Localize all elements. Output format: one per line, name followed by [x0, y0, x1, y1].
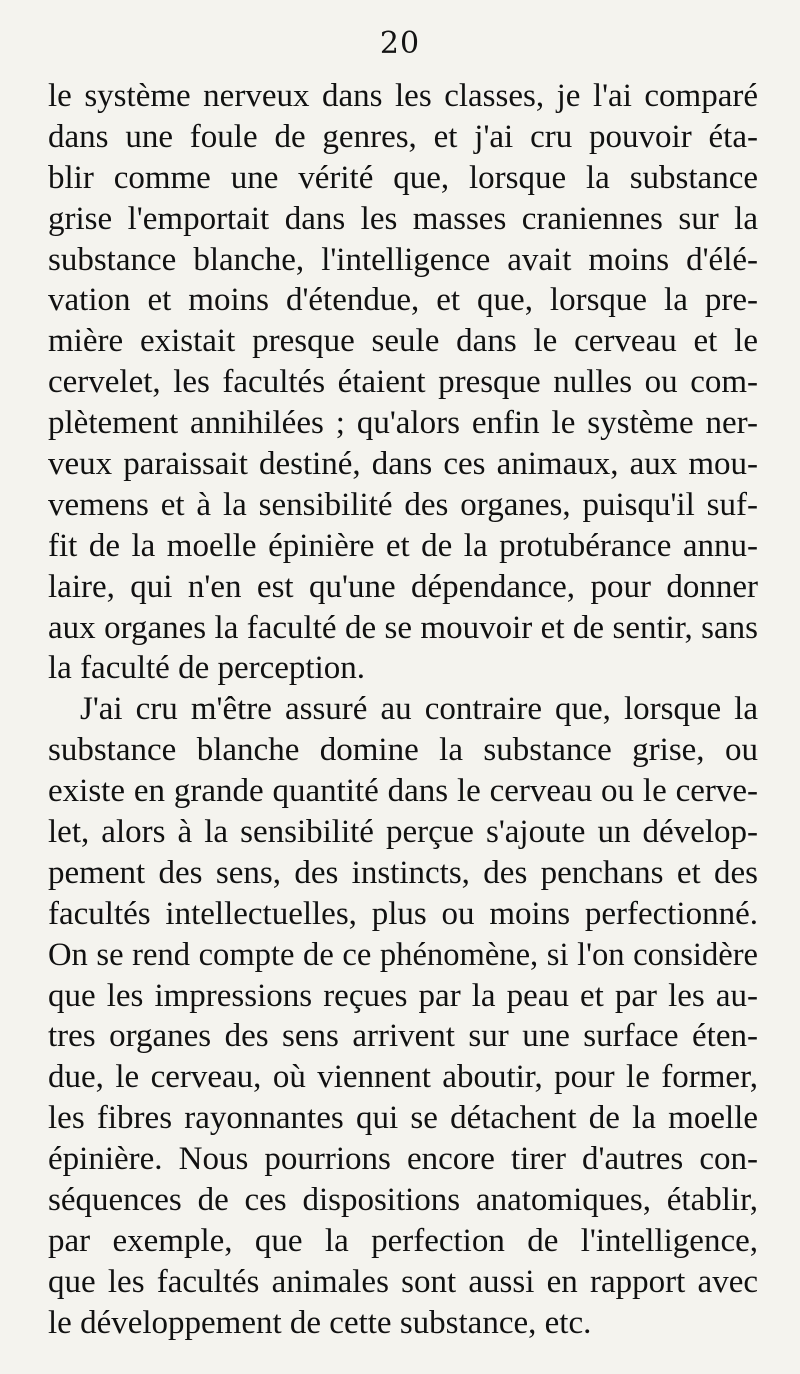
text-line: tres organes des sens arrivent sur une surface éten-: [48, 1018, 758, 1055]
text-line: existe en grande quantité dans le cerveau ou le cerve-: [48, 773, 758, 810]
text-line: grise l'emportait dans les masses craniennes sur la: [48, 200, 758, 237]
text-line: due, le cerveau, où viennent aboutir, pour le former,: [48, 1059, 758, 1096]
text-line: la faculté de perception.: [48, 650, 365, 687]
text-line: dans une foule de genres, et j'ai cru pouvoir éta-: [48, 118, 758, 155]
page-number: 20: [379, 26, 421, 61]
text-line: pement des sens, des instincts, des penchans et des: [48, 854, 758, 891]
text-line: cervelet, les facultés étaient presque nulles ou com-: [48, 364, 758, 401]
text-line: le système nerveux dans les classes, je l'ai comparé: [48, 78, 758, 114]
text-line: substance blanche, l'intelligence avait moins d'élé-: [48, 241, 758, 278]
text-line: séquences de ces dispositions anatomiques, établir,: [48, 1182, 758, 1219]
text-line: blir comme une vérité que, lorsque la substance: [48, 159, 758, 196]
text-line: mière existait presque seule dans le cerveau et le: [48, 323, 758, 360]
text-line: vation et moins d'étendue, et que, lorsque la pre-: [48, 282, 758, 319]
text-line: le développement de cette substance, etc.: [48, 1304, 592, 1341]
text-line: par exemple, que la perfection de l'intelligence,: [48, 1222, 758, 1259]
text-line: aux organes la faculté de se mouvoir et de sentir, sans: [48, 609, 758, 646]
text-line: les fibres rayonnantes qui se détachent de la moelle: [48, 1100, 758, 1137]
text-line: que les facultés animales sont aussi en rapport avec: [48, 1263, 758, 1300]
text-line: laire, qui n'en est qu'une dépendance, pour donner: [48, 568, 758, 605]
body-text: [48, 76, 758, 1344]
text-line: épinière. Nous pourrions encore tirer d'autres con-: [48, 1141, 758, 1178]
text-line: vemens et à la sensibilité des organes, puisqu'il suf-: [48, 486, 758, 523]
text-line: substance blanche domine la substance grise, ou: [48, 732, 758, 769]
text-line: veux paraissait destiné, dans ces animaux, aux mou-: [48, 446, 758, 483]
text-line: plètement annihilées ; qu'alors enfin le système ner-: [48, 405, 758, 442]
text-line: que les impressions reçues par la peau et par les au-: [48, 977, 758, 1014]
text-line: let, alors à la sensibilité perçue s'ajoute un dévelop-: [48, 814, 758, 851]
text-line: facultés intellectuelles, plus ou moins perfectionné.: [48, 895, 758, 932]
text-line: On se rend compte de ce phénomène, si l'on considère: [48, 936, 758, 973]
text-line: J'ai cru m'être assuré au contraire que, lorsque la: [80, 691, 758, 728]
text-line: fit de la moelle épinière et de la protubérance annu-: [48, 527, 758, 564]
